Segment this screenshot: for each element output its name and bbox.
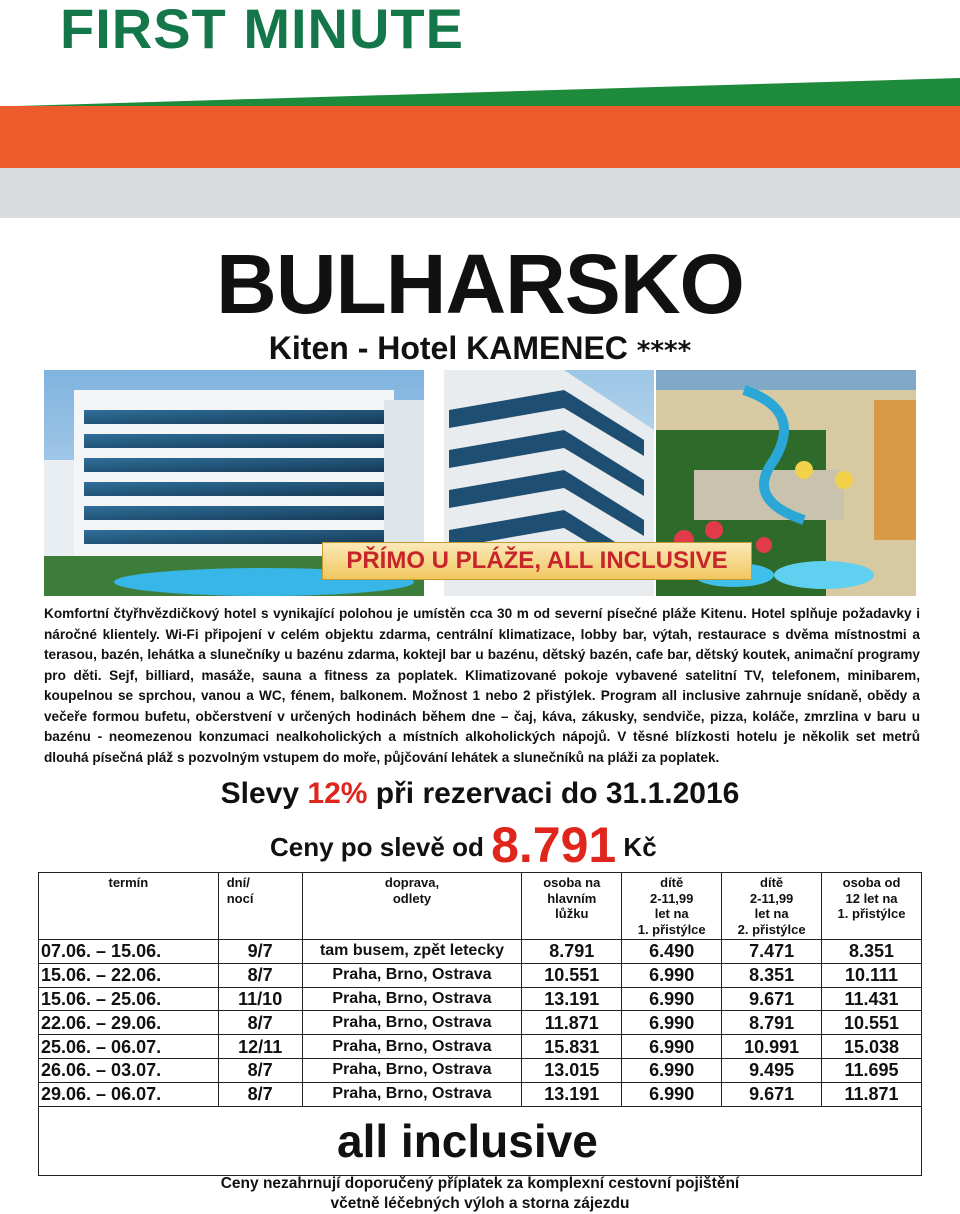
- table-cell: 6.990: [622, 987, 722, 1011]
- table-cell: 13.191: [522, 1082, 622, 1106]
- term-cell: 25.06. – 06.07.: [39, 1035, 219, 1059]
- header-cell: osoba od 12 let na 1. přistýlce: [822, 873, 922, 940]
- transport-cell: Praha, Brno, Ostrava: [302, 1035, 522, 1059]
- discount-line: [0, 777, 960, 811]
- table-cell: 10.991: [722, 1035, 822, 1059]
- price-from-currency: Kč: [616, 832, 657, 862]
- table-cell: 9.495: [722, 1058, 822, 1082]
- table-cell: 6.990: [622, 1058, 722, 1082]
- table-cell: 11.871: [522, 1011, 622, 1035]
- term-cell: 29.06. – 06.07.: [39, 1082, 219, 1106]
- table-cell: 13.191: [522, 987, 622, 1011]
- transport-cell: Praha, Brno, Ostrava: [302, 1082, 522, 1106]
- transport-cell: Praha, Brno, Ostrava: [302, 987, 522, 1011]
- term-cell: 26.06. – 03.07.: [39, 1058, 219, 1082]
- price-from-label: Ceny po slevě od: [270, 832, 492, 862]
- header-cell: dítě 2-11,99 let na 2. přistýlce: [722, 873, 822, 940]
- table-cell: 8.351: [722, 963, 822, 987]
- price-table: [38, 872, 922, 1176]
- term-cell: 15.06. – 25.06.: [39, 987, 219, 1011]
- table-cell: 10.111: [822, 963, 922, 987]
- discount-suffix: při rezervaci do 31.1.2016: [367, 777, 740, 810]
- note-line: včetně léčebných výloh a storna zájezdu: [330, 1195, 630, 1212]
- table-cell: 11/10: [218, 987, 302, 1011]
- table-row: [39, 1058, 922, 1082]
- discount-prefix: Slevy: [220, 777, 308, 810]
- table-cell: 8/7: [218, 963, 302, 987]
- table-cell: 9/7: [218, 940, 302, 964]
- table-row: [39, 987, 922, 1011]
- header-cell: termín: [39, 873, 219, 940]
- header-cell: doprava, odlety: [302, 873, 522, 940]
- term-cell: 15.06. – 22.06.: [39, 963, 219, 987]
- table-cell: 11.695: [822, 1058, 922, 1082]
- term-cell: 07.06. – 15.06.: [39, 940, 219, 964]
- discount-percent: 12%: [307, 777, 368, 810]
- table-cell: 15.038: [822, 1035, 922, 1059]
- transport-cell: Praha, Brno, Ostrava: [302, 1058, 522, 1082]
- table-cell: 8.791: [522, 940, 622, 964]
- red-stripe: [0, 106, 960, 168]
- table-cell: 12/11: [218, 1035, 302, 1059]
- table-cell: 8.791: [722, 1011, 822, 1035]
- table-cell: 10.551: [822, 1011, 922, 1035]
- table-row: [39, 1082, 922, 1106]
- table-header-row: [39, 873, 922, 940]
- table-cell: 6.990: [622, 1011, 722, 1035]
- note-line: Ceny nezahrnují doporučený příplatek za komplexní cestovní pojištění: [220, 1175, 740, 1192]
- table-row: [39, 963, 922, 987]
- header-cell: dní/ nocí: [218, 873, 302, 940]
- table-cell: 15.831: [522, 1035, 622, 1059]
- table-footer-row: [39, 1106, 922, 1175]
- price-from-amount: 8.791: [491, 817, 617, 873]
- hotel-name-text: Kiten - Hotel KAMENEC: [268, 330, 628, 366]
- table-cell: 10.551: [522, 963, 622, 987]
- transport-cell: tam busem, zpět letecky: [302, 940, 522, 964]
- transport-cell: Praha, Brno, Ostrava: [302, 963, 522, 987]
- transport-cell: Praha, Brno, Ostrava: [302, 1011, 522, 1035]
- hotel-stars: ****: [636, 336, 692, 366]
- table-cell: 8/7: [218, 1058, 302, 1082]
- table-cell: 8/7: [218, 1082, 302, 1106]
- table-cell: 11.871: [822, 1082, 922, 1106]
- photo-banner: PŘÍMO U PLÁŽE, ALL INCLUSIVE: [322, 542, 752, 580]
- term-cell: 22.06. – 29.06.: [39, 1011, 219, 1035]
- table-row: [39, 1035, 922, 1059]
- table-cell: 6.990: [622, 1082, 722, 1106]
- table-cell: 9.671: [722, 987, 822, 1011]
- country-heading: BULHARSKO: [216, 237, 744, 331]
- insurance-note: [0, 1174, 960, 1214]
- table-cell: 9.671: [722, 1082, 822, 1106]
- green-stripe: [0, 78, 960, 108]
- header-cell: dítě 2-11,99 let na 1. přistýlce: [622, 873, 722, 940]
- price-from: [270, 816, 657, 874]
- header-cell: osoba na hlavním lůžku: [522, 873, 622, 940]
- table-cell: 7.471: [722, 940, 822, 964]
- all-inclusive-label: all inclusive: [39, 1106, 922, 1175]
- table-row: [39, 940, 922, 964]
- table-cell: 6.990: [622, 1035, 722, 1059]
- table-cell: 6.990: [622, 963, 722, 987]
- table-cell: 8/7: [218, 1011, 302, 1035]
- grey-stripe: [0, 168, 960, 218]
- hotel-name: [0, 330, 960, 367]
- hotel-description: Komfortní čtyřhvězdičkový hotel s vynikající polohou je umístěn cca 30 m od severní písečné pláže Kitenu. Hotel splňuje požadavky i náročné klientely. Wi-Fi připojení v celém objektu zdarma, centrální klimatizace, lobby bar, výtah, restaurace s dvěma místnostmi a terasou, bazén, lehátka a slunečníky u bazénu zdarma, koktejl bar u bazénu, dětský bazén, cafe bar, dětský koutek, animační programy pro děti. Sejf, billiard, masáže, sauna a fitness za poplatek. Klimatizované pokoje vybavené satelitní TV, telefonem, minibarem, koupelnou se sprchou, vanou a WC, fénem, balkonem. Možnost 1 nebo 2 přistýlek. Program all inclusive zahrnuje snídaně, obědy a večeře formou bufetu, občerstvení v určených hodinách během dne – čaj, káva, zákusky, sendviče, pizza, koláče, zmrzlina v baru u bazénu - neomezenou konzumaci nealkoholických a místních alkoholických nápojů. V těsné blízkosti hotelu je několik set metrů dlouhá písečná pláž s pozvolným vstupem do moře, půjčování lehátek a slunečníků na pláži za poplatek.: [44, 606, 920, 765]
- brand-title: FIRST MINUTE: [60, 0, 464, 60]
- table-row: [39, 1011, 922, 1035]
- table-cell: 11.431: [822, 987, 922, 1011]
- table-cell: 6.490: [622, 940, 722, 964]
- table-cell: 13.015: [522, 1058, 622, 1082]
- table-cell: 8.351: [822, 940, 922, 964]
